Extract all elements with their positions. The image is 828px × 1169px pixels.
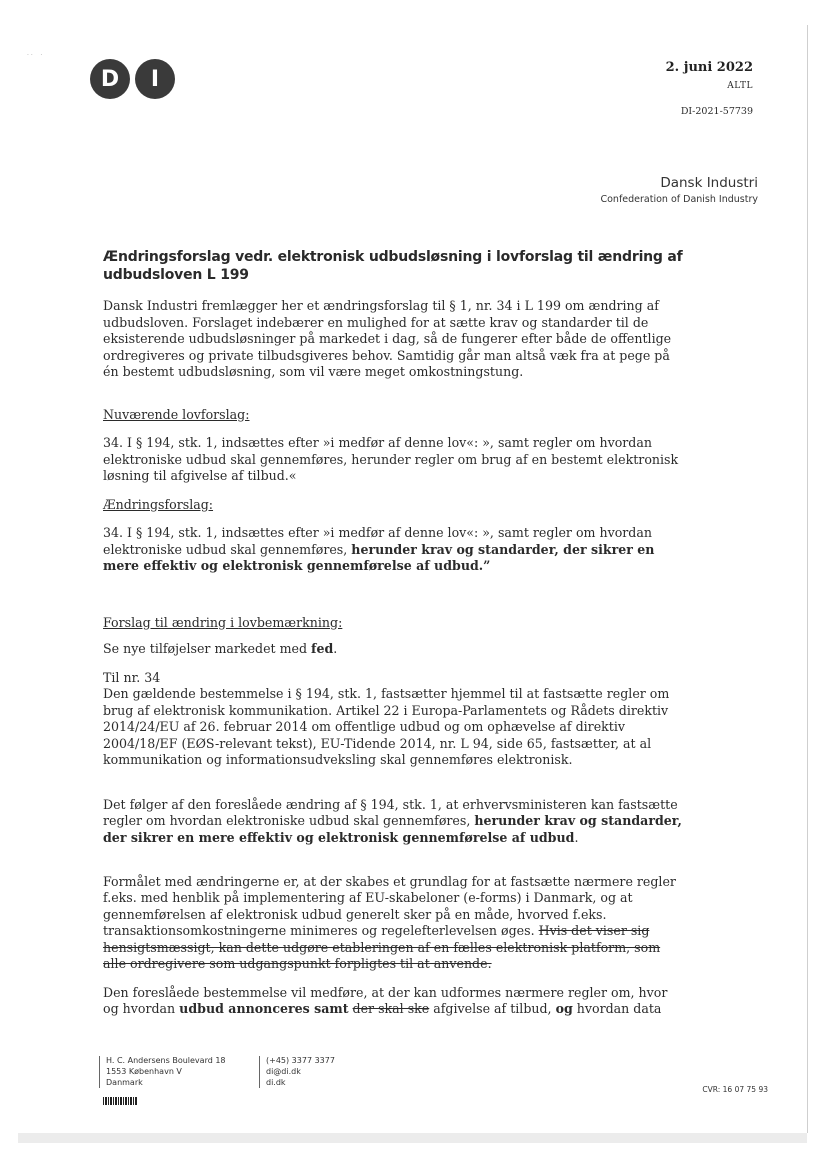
remarks-note-plain: Se nye tilføjelser markedet med [103,641,312,657]
address-line-3: Danmark [106,1077,143,1087]
amendment-text [103,525,683,574]
footer-phone: (+45) 3377 3377 [266,1056,335,1065]
remarks-p4-a: Den foreslåede bestemmelse vil medføre, at der kan udformes nærmere regler om, hvor og hvordan [103,984,668,1017]
address-line-1: H. C. Andersens Boulevard 18 [106,1056,226,1065]
remarks-p2-end: . [574,829,579,845]
remarks-paragraph-3 [103,874,683,973]
remarks-p4-f: hvordan data [572,1001,662,1017]
amendment-text-plain: 34. I § 194, stk. 1, indsættes efter »i medfør af denne lov«: », samt regler om hvordan elektroniske udbud skal gennemføres, [103,525,652,557]
remarks-paragraph-2 [103,797,683,846]
intro-paragraph: Dansk Industri fremlægger her et ændringsforslag til § 1, nr. 34 i L 199 om ændring af udbudsloven. Forslaget indebærer en mulighed for at sætte krav og standarder til de eksisterende udbudsløsninger på markedet i dag, så de fungerer efter både de offentlige ordregiveres og private tilbudsgiveres behov. Samtidig går man altså væk fra at pege på én bestemt udbudsløsning, som vil være meget omkostningstung. [103,298,672,380]
scan-shadow [18,1133,807,1143]
footer-contact [259,1056,386,1088]
organization-subtitle: Confederation of Danish Industry [600,194,758,205]
organization-block [600,175,758,205]
remarks-p2-plain: Det følger af den foreslåede ændring af § 194, stk. 1, at erhvervsministeren kan fastsætte regler om hvordan elektroniske udbud skal gennemføres, [103,796,678,829]
author-initials: ALTL [727,81,753,91]
remarks-p3-plain: Formålet med ændringerne er, at der skabes et grundlag for at fastsætte nærmere regler f.eks. med henblik på implementering af EU-skabeloner (e-forms) i Danmark, og at gennemførelsen af elektronisk udbud generelt sker på en måde, hvorved f.eks. transaktionsomkostningerne minimeres og regelefterlevelsen øges. [103,874,676,939]
organization-name: Dansk Industri [660,175,758,191]
remarks-heading: Forslag til ændring i lovbemærkning: [103,614,343,630]
remarks-p4-bold-1: udbud annonceres samt [179,1001,349,1017]
remarks-note [103,641,683,657]
remarks-p4-d: afgivelse af tilbud, [429,1001,556,1017]
current-proposal-text: 34. I § 194, stk. 1, indsættes efter »i medfør af denne lov«: », samt regler om hvordan elektroniske udbud skal gennemføres, herunder regler om brug af en bestemt elektronisk løsning til afgivelse af tilbud.« [103,435,679,484]
cvr-number: CVR: 16 07 75 93 [702,1085,768,1094]
footer-web[interactable]: di.dk [266,1077,286,1087]
address-line-2: 1553 København V [106,1066,182,1076]
remarks-paragraph-1: Den gældende bestemmelse i § 194, stk. 1, fastsætter hjemmel til at fastsætte regler om brug af elektronisk kommunikation. Artikel 22 i Europa-Parlamentets og Rådets direktiv 2014/24/EU af 26. februar 2014 om offentlige udbud og om ophævelse af direktiv 2004/18/EF (EØS-relevant tekst), EU-Tidende 2014, nr. L 94, side 65, fastsætter, at al kommunikation og informationsudveksling skal gennemføres elektronisk. [103,686,670,768]
remarks-p4-strike: der skal ske [352,1001,430,1017]
document-meta [666,60,753,117]
document-reference: DI-2021-57739 [680,106,753,117]
footer-address [99,1056,256,1088]
scan-specks: · · · [27,52,43,59]
remarks-p3-strike: Hvis det viser sig hensigtsmæssigt, kan dette udgøre etableringen af en fælles elektronisk platform, som alle ordregivere som udgangspunkt forpligtes til at anvende. [103,923,661,972]
document-title: Ændringsforslag vedr. elektronisk udbudsløsning i lovforslag til ændring af udbudsloven L 199 [103,249,683,284]
remarks-to-nr: Til nr. 34 [103,669,161,685]
letter-body [103,248,683,1018]
remarks-paragraph-4 [103,985,683,1018]
remarks-p4-bold-2: og [555,1001,573,1017]
remarks-note-end: . [333,641,338,657]
logo-letter-i: I [135,59,175,99]
document-date: 2. juni 2022 [665,60,753,75]
remarks-p2-bold: herunder krav og standarder, der sikrer en mere effektiv og elektronisk gennemførelse af udbud [103,813,682,845]
footer-email[interactable]: di@di.dk [266,1066,301,1076]
remarks-note-bold: fed [311,641,334,657]
di-logo [90,59,175,99]
current-proposal-heading: Nuværende lovforslag: [103,406,250,422]
logo-letter-d: D [90,59,130,99]
amendment-heading: Ændringsforslag: [103,496,214,512]
amendment-text-bold: herunder krav og standarder, der sikrer en mere effektiv og elektronisk gennemførelse af udbud.” [103,541,655,574]
barcode-icon [103,1097,137,1105]
